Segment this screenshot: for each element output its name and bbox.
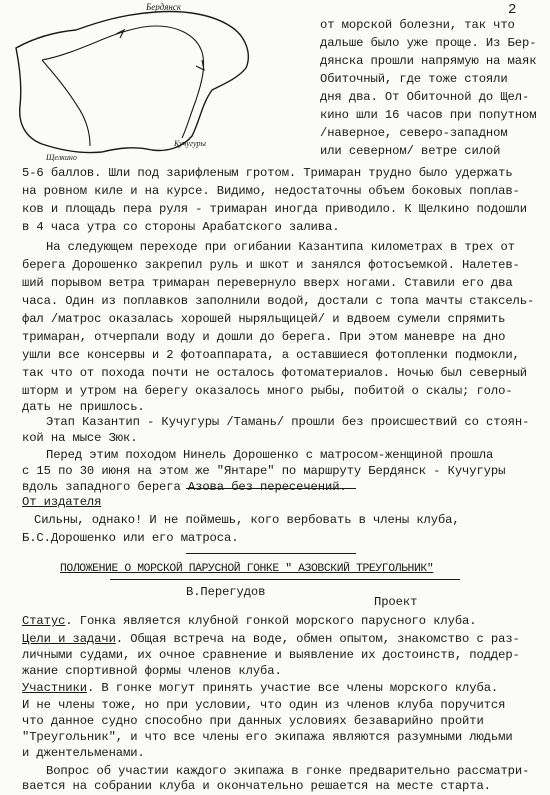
text-line: от морской болезни, так что: [320, 18, 515, 32]
participants-label: Участники: [22, 681, 87, 695]
text-line: личными судами, их очное сравнение и выявление их достоинств, поддер-: [22, 648, 520, 662]
page-number: 2: [508, 2, 517, 18]
text-line: ушли все консервы и 2 фотоаппарата, а оставшиеся фотопленки подмокли,: [22, 348, 520, 362]
text-line: так что от похода почти не осталось фотоматериалов. Ночью был северный: [22, 366, 527, 380]
text-line: Вопрос об участии каждого экипажа в гонке предварительно рассматри-: [46, 764, 530, 778]
text-line: на ровном киле и на курсе. Видимо, недостаточны объем боковых поплав-: [22, 184, 520, 198]
text-line: или северном/ ветре силой: [320, 144, 501, 158]
text-line: кино шли 16 часов при попутном: [320, 108, 537, 122]
route-map-drawing: [6, 0, 306, 165]
text-line: "Треугольник", и что все члены его экипажа являются разумными людьми: [22, 730, 513, 744]
map-label-left: Щелкино: [46, 153, 77, 162]
text-line: ков и площадь пера руля - тримаран иногда приводило. К Щелкино подошли: [22, 202, 527, 216]
text-line: и джентельменами.: [22, 746, 145, 760]
text-line: Этап Казантип - Кучугуры /Тамань/ прошли без происшествий со стоян-: [46, 415, 530, 429]
route-map: [6, 0, 306, 165]
text-line: жание спортивной формы членов клуба.: [22, 664, 282, 678]
route-line: [42, 26, 204, 138]
text-line: часа. Один из поплавков заполнили водой, достали с топа мачты стаксель-: [22, 294, 535, 308]
publisher-line: Сильны, однако! И не поймешь, кого вербовать в члены клуба,: [34, 513, 460, 527]
regulation-author: В.Перегудов: [186, 585, 266, 599]
regulation-status-word: Проект: [374, 595, 418, 609]
text-line: дальше было уже проще. Из Бер-: [320, 36, 537, 50]
text-line: Перед этим походом Нинель Дорошенко с матросом-женщиной прошла: [46, 448, 494, 462]
goals-text: . Общая встреча на воде, обмен опытом, знакомство с раз-: [115, 632, 520, 646]
text-line: дянска прошли напрямую на маяк: [320, 54, 537, 68]
text-line: фал /матрос оказалась хорошей ныряльщицей/ и вдвоем сумели спрямить: [22, 312, 506, 326]
text-line: И не члены тоже, но при условии, что один из членов клуба поручится: [22, 698, 506, 712]
divider-rule-mid: [186, 553, 356, 554]
status-text: . Гонка является клубной гонкой морского парусного клуба.: [65, 614, 477, 628]
text-line: 5-6 баллов. Шли под зарифленым гротом. Тримаран трудно было удержать: [22, 166, 513, 180]
participants: [22, 679, 498, 697]
text-line: с 15 по 30 июня на этом же "Янтаре" по маршруту Бердянск - Кучугуры: [22, 464, 506, 478]
regulation-title: ПОЛОЖЕНИЕ О МОРСКОЙ ПАРУСНОЙ ГОНКЕ " АЗОВСКИЙ ТРЕУГОЛЬНИК": [60, 563, 434, 575]
text-line: шторм и утром на берегу оказалось много рыбы, побитой о скалы; голо-: [22, 384, 513, 398]
arrow-icon: [196, 60, 204, 70]
map-label-top: Бердянск: [146, 2, 182, 12]
text-line: вается на собрании клуба и окончательно решается на месте старта.: [22, 779, 491, 793]
status: [22, 612, 476, 630]
arrow-icon: [116, 30, 124, 38]
status-label: Статус: [22, 614, 66, 628]
goals-label: Цели и задачи: [22, 632, 116, 646]
text-line: Обиточный, где тоже стояли: [320, 72, 508, 86]
text-line: ший порывом ветра тримаран перевернуло вверх ногами. Ставили его два: [22, 276, 513, 290]
text-line: /наверное, северо-западном: [320, 126, 508, 140]
text-line: в 4 часа утра со стороны Арабатского залива.: [22, 220, 340, 234]
text-line: тримаран, отчерпали воду и дошли до берега. При этом маневре на дно: [22, 330, 506, 344]
participants-text: . В гонке могут принять участие все члены морского клуба.: [86, 681, 499, 695]
divider-rule-bottom: [110, 579, 460, 580]
text-line: берега Дорошенко закрепил руль и шкот и занялся фотосъемкой. Налетев-: [22, 258, 520, 272]
coastline: [16, 12, 248, 153]
route-line-2: [42, 60, 90, 146]
text-line: На следующем переходе при огибании Казантипа километрах в трех от: [46, 240, 515, 254]
publisher-line: Б.С.Дорошенко или его матроса.: [22, 531, 239, 545]
text-line: вдоль западного берега Азова без пересечений.: [22, 480, 347, 494]
divider-rule-top: [186, 488, 356, 489]
text-line: кой на мысе Зюк.: [22, 431, 138, 445]
publisher-label: От издателя: [22, 495, 102, 509]
text-line: что данное судно способно при данных условиях безаварийно пройти: [22, 714, 484, 728]
map-label-right: Кучугуры: [174, 139, 206, 148]
text-line: дня два. От Обиточной до Щел-: [320, 90, 530, 104]
text-line: дать не пришлось.: [22, 400, 145, 414]
